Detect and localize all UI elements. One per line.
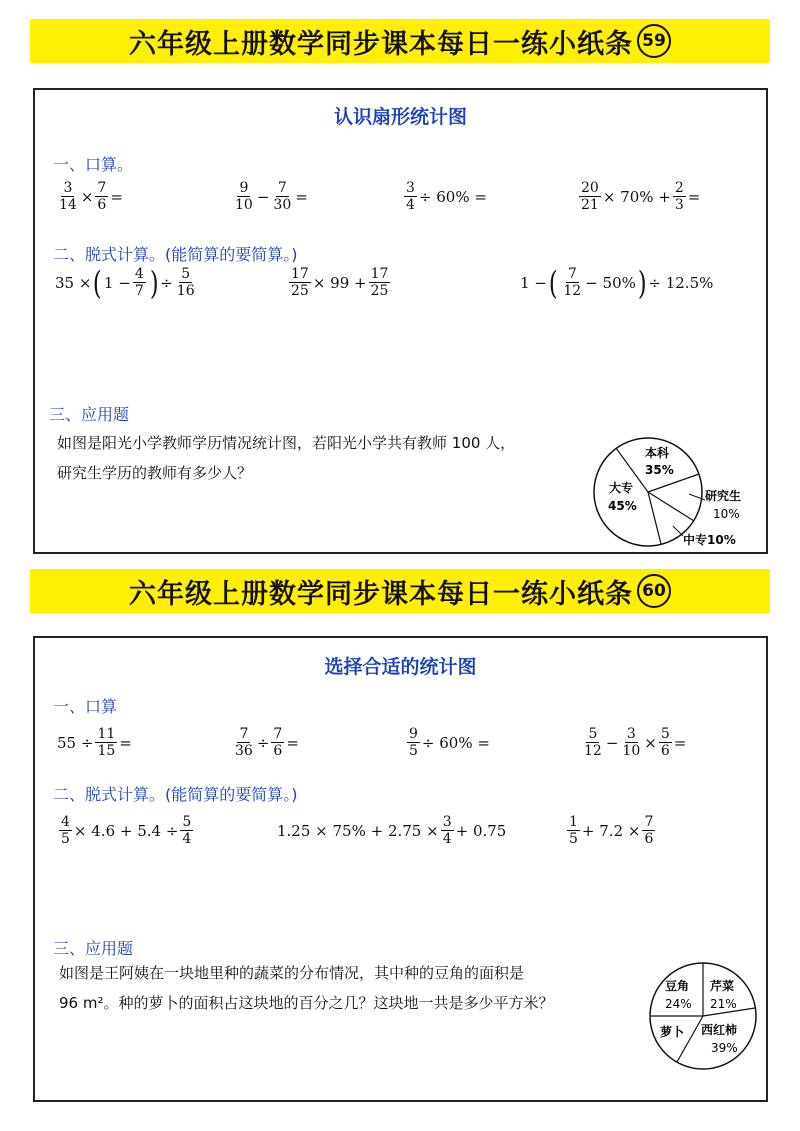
fraction: $\frac{11}{15}$ xyxy=(97,726,116,759)
oral-question-2: $\frac{9}{10}$ − $\frac{7}{30}$ = xyxy=(235,180,308,213)
pie-pct-benke: 35% xyxy=(645,463,674,477)
section-oral-calc: 一、口算。 xyxy=(53,155,134,174)
section-word-problem: 三、应用题 xyxy=(49,405,130,424)
oral-question-1: 55 ÷ $\frac{11}{15}$ = xyxy=(57,726,132,759)
fraction: $\frac{17}{25}$ xyxy=(291,266,309,299)
fraction: $\frac{9}{5}$ xyxy=(409,726,418,759)
fraction: $\frac{1}{5}$ xyxy=(569,814,578,847)
pie-chart-vegetable-distribution xyxy=(647,960,759,1072)
oral-question-3: $\frac{3}{4}$ ÷ 60% = xyxy=(406,180,487,213)
pie-label-benke: 本科 xyxy=(645,446,670,460)
oral-question-4: $\frac{20}{21}$ × 70% + $\frac{2}{3}$ = xyxy=(581,180,701,213)
fraction: $\frac{3}{4}$ xyxy=(442,814,452,847)
fraction: $\frac{7}{6}$ xyxy=(97,180,107,213)
section-stepwise-calc: 二、脱式计算。(能简算的要简算。) xyxy=(53,785,298,804)
worksheet-title: 选择合适的统计图 xyxy=(324,656,477,678)
banner-title: 六年级上册数学同步课本每日一练小纸条 xyxy=(129,28,633,60)
calc-question-2: 1.25 × 75% + 2.75 × $\frac{3}{4}$ + 0.75 xyxy=(277,814,507,847)
pie-label-luobo: 萝卜 xyxy=(660,1025,685,1039)
oral-question-2: $\frac{7}{36}$ ÷ $\frac{7}{6}$ = xyxy=(235,726,299,759)
fraction: $\frac{5}{16}$ xyxy=(176,266,195,299)
calc-question-3: $\frac{1}{5}$ + 7.2 × $\frac{7}{6}$ xyxy=(569,814,654,847)
fraction: $\frac{7}{36}$ xyxy=(235,726,253,759)
pie-label-yanjiusheng: 研究生 xyxy=(705,489,742,503)
pie-pct-doujiao: 24% xyxy=(665,997,692,1011)
word-problem-text xyxy=(59,958,553,1018)
banner-59 xyxy=(30,19,770,63)
pie-label-xihongshi: 西红柿 xyxy=(701,1023,738,1037)
section-oral-calc: 一、口算 xyxy=(53,697,118,716)
pie-label-doujiao: 豆角 xyxy=(665,979,690,993)
pie-label-dazhuan: 大专 xyxy=(609,481,634,495)
problem-line: 如图是阳光小学教师学历情况统计图，若阳光小学共有教师 100 人， xyxy=(57,434,516,452)
section-word-problem: 三、应用题 xyxy=(53,939,134,958)
fraction: $\frac{3}{10}$ xyxy=(622,726,641,759)
calc-question-1: $\frac{4}{5}$ × 4.6 + 5.4 ÷ $\frac{5}{4}$ xyxy=(61,814,192,847)
pie-pct-dazhuan: 45% xyxy=(608,499,637,513)
calc-question-1: 35 × ( 1 − $\frac{4}{7}$ ) ÷ $\frac{5}{16}$ xyxy=(55,263,195,302)
oral-question-1: $\frac{3}{14}$ × $\frac{7}{6}$ = xyxy=(59,180,123,213)
oral-question-4: $\frac{5}{12}$ − $\frac{3}{10}$ × $\frac{5}{6}$ = xyxy=(584,726,687,759)
problem-line: 研究生学历的教师有多少人？ xyxy=(57,464,253,482)
problem-line: 96 m²。种的萝卜的面积占这块地的百分之几？这块地一共是多少平方米？ xyxy=(59,994,554,1012)
fraction: $\frac{7}{6}$ xyxy=(273,726,283,759)
fraction: $\frac{4}{7}$ xyxy=(134,266,144,299)
banner-60 xyxy=(30,569,770,613)
fraction: $\frac{3}{4}$ xyxy=(406,180,415,213)
pie-pct-yanjiusheng: 10% xyxy=(713,507,740,521)
fraction: $\frac{4}{5}$ xyxy=(61,814,70,847)
calc-question-3: 1 − ( $\frac{7}{12}$ − 50% ) ÷ 12.5% xyxy=(520,263,714,302)
banner-number-badge: 59 xyxy=(637,24,671,58)
problem-line: 如图是王阿姨在一块地里种的蔬菜的分布情况，其中种的豆角的面积是 xyxy=(59,964,525,982)
fraction: $\frac{7}{6}$ xyxy=(644,814,654,847)
fraction: $\frac{5}{6}$ xyxy=(660,726,670,759)
worksheet-title: 认识扇形统计图 xyxy=(333,106,467,128)
fraction: $\frac{9}{10}$ xyxy=(235,180,253,213)
fraction: $\frac{5}{4}$ xyxy=(182,814,192,847)
worksheet-card-60 xyxy=(33,636,768,1102)
banner-number-badge: 60 xyxy=(637,574,671,608)
word-problem-text xyxy=(57,428,515,488)
pie-pct-xihongshi: 39% xyxy=(711,1041,738,1055)
fraction: $\frac{2}{3}$ xyxy=(674,180,684,213)
fraction: $\frac{3}{14}$ xyxy=(59,180,77,213)
pie-label-zhongzhuan: 中专10% xyxy=(683,533,736,547)
fraction: $\frac{5}{12}$ xyxy=(584,726,602,759)
pie-chart-teacher-education xyxy=(589,426,765,550)
pie-label-qincai: 芹菜 xyxy=(710,979,735,993)
fraction: $\frac{20}{21}$ xyxy=(581,180,599,213)
fraction: $\frac{7}{30}$ xyxy=(273,180,292,213)
oral-question-3: $\frac{9}{5}$ ÷ 60% = xyxy=(409,726,490,759)
calc-question-2: $\frac{17}{25}$ × 99 + $\frac{17}{25}$ xyxy=(291,266,389,299)
fraction: $\frac{17}{25}$ xyxy=(370,266,389,299)
pie-pct-qincai: 21% xyxy=(710,997,737,1011)
worksheet-card-59 xyxy=(33,88,768,554)
banner-title: 六年级上册数学同步课本每日一练小纸条 xyxy=(129,578,633,610)
fraction: $\frac{7}{12}$ xyxy=(563,266,582,299)
section-stepwise-calc: 二、脱式计算。(能简算的要简算。) xyxy=(53,245,298,264)
